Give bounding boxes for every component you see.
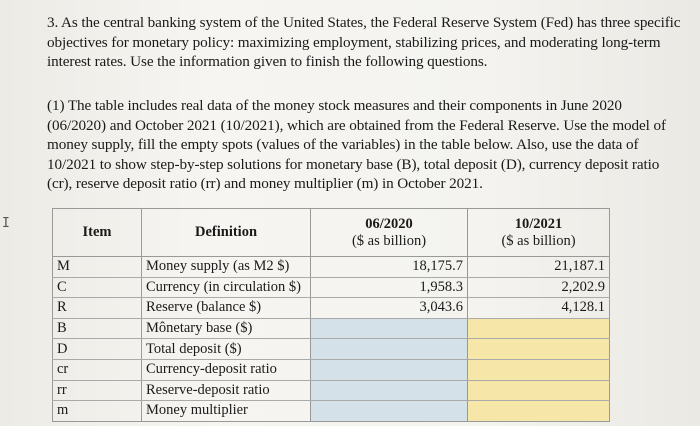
row-definition: Money multiplier <box>142 401 311 422</box>
row-value-06-2020[interactable] <box>311 318 468 339</box>
row-code: cr <box>53 359 142 380</box>
row-value-06-2020[interactable] <box>311 359 468 380</box>
table-row <box>53 401 610 422</box>
row-value-10-2021: 21,187.1 <box>468 257 610 278</box>
row-code: rr <box>53 380 142 401</box>
row-code: m <box>53 401 142 422</box>
row-value-10-2021[interactable] <box>468 318 610 339</box>
row-value-10-2021: 2,202.9 <box>468 277 610 298</box>
header-10-2021 <box>468 209 610 257</box>
table-row <box>53 339 610 360</box>
header-item: Item <box>53 209 142 257</box>
row-value-10-2021[interactable] <box>468 401 610 422</box>
row-value-10-2021[interactable] <box>468 359 610 380</box>
table-row <box>53 257 610 278</box>
money-supply-table <box>52 208 610 422</box>
table-row <box>53 359 610 380</box>
row-value-06-2020: 18,175.7 <box>311 257 468 278</box>
row-code: R <box>53 298 142 319</box>
header-10-2021-date: 10/2021 <box>514 215 563 232</box>
header-10-2021-unit: ($ as billion) <box>501 232 576 249</box>
text-cursor-icon: I <box>2 216 10 231</box>
question-intro: 3. As the central banking system of the United States, the Federal Reserve System (Fed) has three specific objectives for monetary policy: maximizing employment, stabilizing prices, and moderating long-term interest rates. Use the information given to finish the following questions. <box>47 14 681 70</box>
table-header-row <box>53 209 610 257</box>
header-06-2020 <box>311 209 468 257</box>
header-definition: Definition <box>142 209 311 257</box>
row-definition: Reserve (balance $) <box>142 298 311 319</box>
row-definition: Money supply (as M2 $) <box>142 257 311 278</box>
row-value-06-2020[interactable] <box>311 380 468 401</box>
row-definition: Currency-deposit ratio <box>142 359 311 380</box>
row-code: M <box>53 257 142 278</box>
question-part-1: (1) The table includes real data of the money stock measures and their components in June 2020 (06/2020) and October 2021 (10/2021), which are obtained from the Federal Reserve. Use the model of money supply, fill the empty spots (values of the variables) in the table below. Also, use the data of 10/2021 to show step-by-step solutions for monetary base (B), total deposit (D), currency deposit ratio (cr), reserve deposit ratio (rr) and money multiplier (m) in October 2021. <box>47 97 666 192</box>
row-code: C <box>53 277 142 298</box>
table-row <box>53 298 610 319</box>
header-06-2020-date: 06/2020 <box>365 215 413 232</box>
table-body <box>53 257 610 422</box>
row-definition: Mônetary base ($) <box>142 318 311 339</box>
row-value-10-2021[interactable] <box>468 339 610 360</box>
row-value-10-2021[interactable] <box>468 380 610 401</box>
row-code: B <box>53 318 142 339</box>
header-06-2020-unit: ($ as billion) <box>351 232 427 249</box>
table-row <box>53 380 610 401</box>
row-code: D <box>53 339 142 360</box>
row-value-06-2020[interactable] <box>311 401 468 422</box>
row-definition: Total deposit ($) <box>142 339 311 360</box>
row-definition: Currency (in circulation $) <box>142 277 311 298</box>
table-row <box>53 277 610 298</box>
row-value-06-2020[interactable] <box>311 339 468 360</box>
row-value-06-2020: 1,958.3 <box>311 277 468 298</box>
row-definition: Reserve-deposit ratio <box>142 380 311 401</box>
row-value-10-2021: 4,128.1 <box>468 298 610 319</box>
row-value-06-2020: 3,043.6 <box>311 298 468 319</box>
table-row <box>53 318 610 339</box>
